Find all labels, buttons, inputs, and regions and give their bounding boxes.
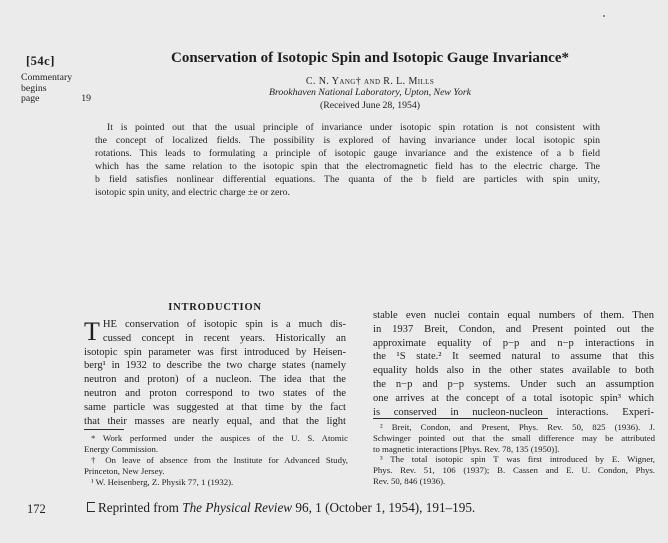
text-line: rotations. This leads to formulating a principle of isotopic gauge invariance and the existence of a b field	[95, 148, 600, 159]
footnote-line: * Work performed under the auspices of the U. S. Atomic	[91, 433, 348, 443]
left-column-lines	[84, 318, 346, 428]
footnote-line: Princeton, New Jersey.	[84, 466, 165, 476]
abstract	[95, 121, 600, 199]
reprint-prefix: Reprinted from	[98, 500, 183, 515]
margin-commentary-note	[21, 73, 91, 105]
margin-ref-label: [54c]	[26, 54, 55, 68]
section-heading-introduction: INTRODUCTION	[168, 302, 262, 313]
received-date-line: (Received June 28, 1954)	[319, 100, 421, 111]
footnotes-right	[373, 422, 655, 487]
footnote-line: Schwinger pointed out that the small difference may be attributed	[373, 432, 655, 443]
text-line: isotopic spin parameter was first introduced by Heisen-	[84, 346, 346, 358]
text-line: berg¹ in 1932 to describe the two charge states (namely	[84, 360, 346, 372]
reprint-box-icon	[87, 502, 95, 512]
affiliation-line: Brookhaven National Laboratory, Upton, New York	[268, 87, 472, 98]
text-line: which has the same relation to the isotopic spin that the electromagnetic field has to the electric charge. The	[95, 161, 600, 172]
paper-title: Conservation of Isotopic Spin and Isotopic Gauge Invariance*	[171, 50, 569, 66]
footnote-line: ¹ W. Heisenberg, Z. Physik 77, 1 (1932).	[91, 477, 234, 487]
right-column	[373, 309, 654, 419]
reprint-suffix: 96, 1 (October 1, 1954), 191–195.	[292, 500, 476, 515]
text-line: is conserved in nucleon-nucleon interactions. Experi-	[373, 406, 654, 418]
text-line: same particle was suggested at that time by the fact	[84, 401, 346, 413]
text-line: that their masses are nearly equal, and that the light	[84, 415, 346, 427]
footnote-rule-left	[84, 429, 124, 430]
drop-cap: T	[84, 317, 100, 346]
text-line: one arrives at the concept of a total isotopic spin³ which	[373, 392, 654, 404]
footnote-line: ² Breit, Condon, and Present, Phys. Rev. 50, 825 (1936). J.	[380, 422, 655, 432]
reprint-journal-title: The Physical Review	[182, 500, 293, 515]
footnote-line: Rev. 50, 846 (1936).	[373, 475, 446, 486]
text-line: neutron and proton) of a nucleon. The idea that the	[84, 374, 346, 386]
footnote-line: ³ The total isotopic spin T was first introduced by E. Wigner,	[380, 454, 655, 465]
text-line: equality holds also in the other states available to both	[373, 365, 654, 377]
text-line: approximate equality of p−p and n−p interactions in	[373, 337, 654, 349]
reprint-line	[87, 500, 475, 516]
text-line: begins	[21, 82, 47, 94]
text-line: It is pointed out that the usual principle of invariance under isotopic spin rotation is not consistent with	[107, 122, 600, 133]
text-line: Commentary	[21, 72, 73, 83]
text-line: the n−p and p−p systems. Under such an assumption	[373, 378, 654, 390]
text-line: in 1937 Breit, Condon, and Present pointed out the	[373, 323, 654, 335]
authors-line: C. N. Yang† and R. L. Mills	[305, 76, 435, 87]
text-line: HE conservation of isotopic spin is a much dis-	[102, 319, 346, 330]
text-line: neutron and proton correspond to two states of the	[84, 387, 346, 399]
left-column	[84, 318, 346, 428]
text-line: isotopic spin unity, and electric charge ±e or zero.	[95, 187, 290, 198]
page-number: 172	[27, 502, 46, 516]
footnote-rule-right	[373, 418, 548, 419]
text-line: page 19	[21, 93, 91, 105]
footnote-line: Phys. Rev. 51, 106 (1937); B. Cassen and E. U. Condon, Phys.	[373, 465, 655, 476]
footnotes-left	[84, 433, 348, 488]
scan-speck	[603, 15, 605, 17]
text-line: b field satisfies nonlinear differential equations. The quanta of the b field are particles with spin unity,	[95, 174, 600, 185]
text-line: cussed concept in recent years. Historically an	[102, 332, 346, 344]
footnote-line: to magnetic interactions [Phys. Rev. 78, 135 (1950)].	[373, 443, 560, 454]
text-line: the ¹S state.² It seemed natural to assume that this	[373, 351, 654, 363]
text-line: the concept of localized fields. The possibility is explored of having invariance under local isotopic spin	[95, 135, 600, 146]
footnote-line: Energy Commission.	[84, 444, 159, 454]
footnote-line: † On leave of absence from the Institute for Advanced Study,	[91, 455, 348, 465]
text-line: stable even nuclei contain equal numbers of them. Then	[373, 310, 654, 321]
